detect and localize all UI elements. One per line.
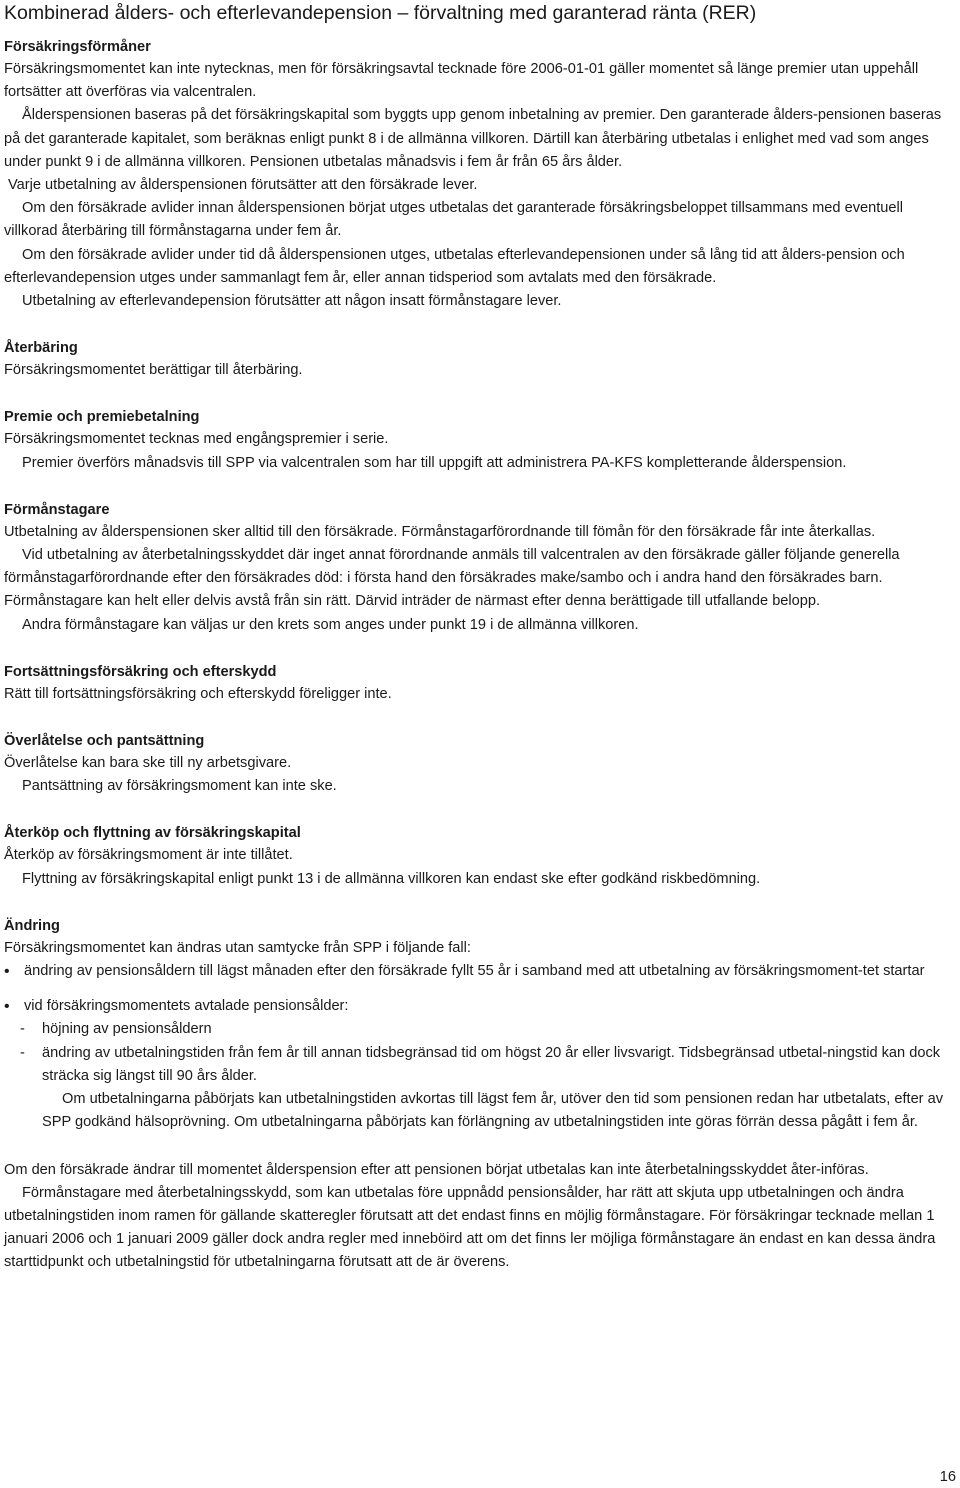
paragraph: Vid utbetalning av återbetalningsskyddet där inget annat förordnande anmäls till valcentralen av den försäkrade gäller följande generella förmånstagarförordnande efter den försäkrades död: i första hand den försäkrades make/sambo och i andra hand den försäkrades barn. Förmånstagare kan helt eller delvis avstå från sin rätt. Därvid inträder de närmast efter denna berättigade till utfallande belopp. xyxy=(4,547,900,610)
bullet-list xyxy=(4,960,956,983)
section-heading: Återköp och flyttning av försäkringskapital xyxy=(4,825,301,842)
paragraph: Försäkringsmomentet kan ändras utan samtycke från SPP i följande fall: xyxy=(4,939,471,956)
section-heading: Ändring xyxy=(4,917,60,934)
paragraph: Utbetalning av ålderspensionen sker alltid till den försäkrade. Förmånstagarförordnande till fömån för den försäkrade får inte återkallas. xyxy=(4,523,876,540)
paragraph: Andra förmånstagare kan väljas ur den krets som anges under punkt 19 i de allmänna villkoren. xyxy=(22,616,639,633)
paragraph: Om den försäkrade avlider innan ålderspensionen börjat utges utbetalas det garanterade försäkringsbeloppet tillsammans med eventuell villkorad återbäring till förmånstagarna under fem år. xyxy=(4,200,904,240)
bullet-list xyxy=(4,995,956,1018)
paragraph: Premier överförs månadsvis till SPP via valcentralen som har till uppgift att administrera PA-KFS kompletterande ålderspension. xyxy=(22,454,847,471)
section-andring xyxy=(4,915,956,1275)
sub-paragraph: Om utbetalningarna påbörjats kan utbetalningstiden avkortas till lägst fem år, utöver den tid som pensionen redan har utbetalats, efter av SPP godkänd hälsoprövning. Om utbetalningarna påbörjats kan förlängning av utbetalningstiden inte göras förrän dessa pågått i fem år. xyxy=(42,1091,944,1131)
paragraph: Utbetalning av efterlevandepension förutsätter att någon insatt förmånstagare lever. xyxy=(22,293,562,310)
paragraph: Flyttning av försäkringskapital enligt punkt 13 i de allmänna villkoren kan endast ske efter godkänd riskbedömning. xyxy=(22,870,761,887)
paragraph: Försäkringsmomentet berättigar till återbäring. xyxy=(4,362,303,379)
section-formanstagare xyxy=(4,499,956,637)
list-item: • ändring av pensionsåldern till lägst månaden efter den försäkrade fyllt 55 år i samband med att utbetalning av försäkringsmoment-tet startar xyxy=(4,960,956,983)
paragraph: Rätt till fortsättningsförsäkring och efterskydd föreligger inte. xyxy=(4,685,392,702)
paragraph: Varje utbetalning av ålderspensionen förutsätter att den försäkrade lever. xyxy=(8,177,478,194)
section-heading: Förmånstagare xyxy=(4,501,110,518)
paragraph: Återköp av försäkringsmoment är inte tillåtet. xyxy=(4,847,293,864)
dash-list-item xyxy=(4,1018,956,1041)
page-number: 16 xyxy=(939,1469,956,1485)
section-overlatelse xyxy=(4,730,956,798)
dash-item-text: höjning av pensionsåldern xyxy=(42,1021,212,1038)
section-forsakringsformaner xyxy=(4,36,956,313)
section-heading: Premie och premiebetalning xyxy=(4,409,200,426)
section-premie xyxy=(4,406,956,474)
dash-item-text: ändring av utbetalningstiden från fem år till annan tidsbegränsad tid om högst 20 år eller livsvarigt. Tidsbegränsad utbetal-ningstid kan dock sträcka sig längst till 90 års ålder. xyxy=(42,1044,941,1084)
document-page xyxy=(4,0,956,1275)
dash-list-item xyxy=(4,1042,956,1088)
list-item: • vid försäkringsmomentets avtalade pensionsålder: xyxy=(4,995,956,1018)
paragraph: Försäkringsmomentet kan inte nytecknas, men för försäkringsavtal tecknade före 2006-01-01 gäller momentet så länge premier utan uppehåll fortsätter att överföras via valcentralen. xyxy=(4,61,919,101)
paragraph: Överlåtelse kan bara ske till ny arbetsgivare. xyxy=(4,755,292,772)
paragraph: Förmånstagare med återbetalningsskydd, som kan utbetalas före uppnådd pensionsålder, har rätt att skjuta upp utbetalningen och ändra utbetalningstiden inom ramen för gällande skatteregler förutsatt att det endast finns en möjlig förmånstagare. För försäkringar tecknade mellan 1 januari 2006 och 1 januari 2009 gäller dock andra regler med inneböird att om det finns ler möjliga förmånstagare än endast en kan dessa ändra starttidpunkt och utbetalningstid för utbetalningarna förutsatt att de är överens. xyxy=(4,1184,936,1271)
section-aterkop xyxy=(4,822,956,890)
section-heading: Överlåtelse och pantsättning xyxy=(4,733,205,750)
section-heading: Återbäring xyxy=(4,340,78,357)
section-fortsattning xyxy=(4,661,956,706)
paragraph: Ålderspensionen baseras på det försäkringskapital som byggts upp genom inbetalning av premier. Den garanterade ålders-pensionen baseras på det garanterade kapitalet, som beräknas enligt punkt 8 i de allmänna villkoren. Därtill kan återbäring utbetalas i enlighet med vad som anges under punkt 9 i de allmänna villkoren. Pensionen utbetalas månadsvis i fem år från 65 års ålder. xyxy=(4,107,942,170)
section-heading: Försäkringsförmåner xyxy=(4,39,151,55)
paragraph: Försäkringsmomentet tecknas med engångspremier i serie. xyxy=(4,431,389,448)
paragraph: Pantsättning av försäkringsmoment kan inte ske. xyxy=(22,778,337,795)
paragraph: Om den försäkrade ändrar till momentet ålderspension efter att pensionen börjat utbetalas kan inte återbetalningsskyddet åter-införas. xyxy=(4,1161,869,1178)
dash-marker: - xyxy=(20,1021,25,1038)
section-heading: Fortsättningsförsäkring och efterskydd xyxy=(4,663,277,680)
paragraph: Om den försäkrade avlider under tid då ålderspensionen utges, utbetalas efterlevandepensionen under så lång tid att ålders-pension och efterlevandepension utges under sammanlagt fem år, eller annan tidsperiod som avtalats med den försäkrade. xyxy=(4,246,905,286)
section-aterbaring xyxy=(4,337,956,382)
page-title: Kombinerad ålders- och efterlevandepension – förvaltning med garanterad ränta (RER) xyxy=(4,2,757,24)
dash-marker: - xyxy=(20,1044,25,1061)
